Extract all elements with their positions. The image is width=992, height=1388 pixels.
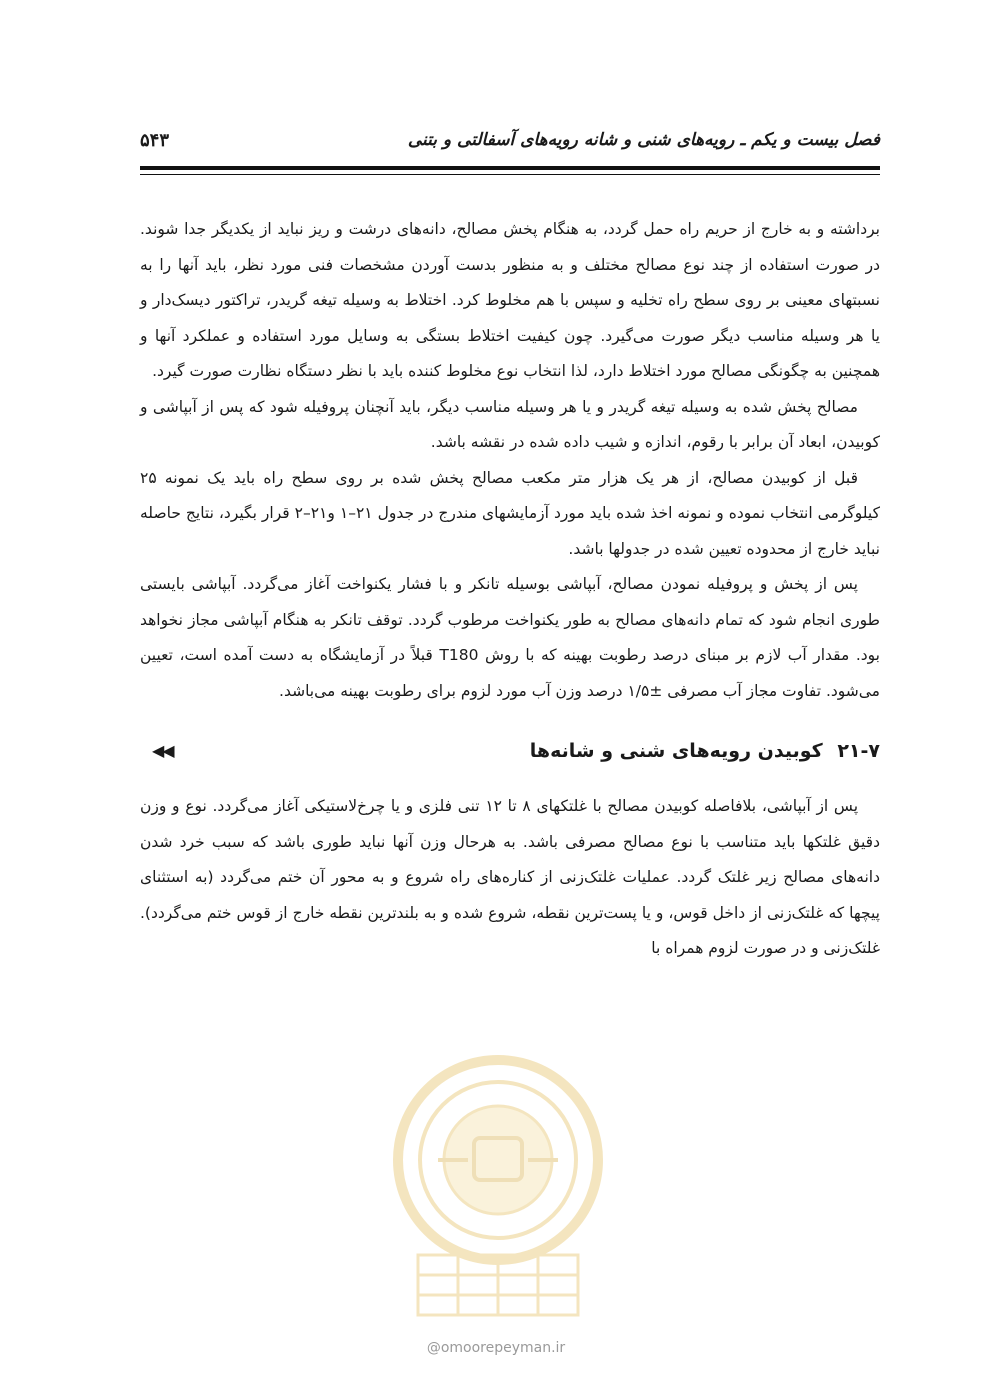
paragraph-1: برداشته و به خارج از حریم راه حمل گردد، به هنگام پخش مصالح، دانه‌های درشت و ریز نباید از یکدیگر جدا شوند. در صورت استفاده از چند نوع مصالح مختلف و به منظور بدست آوردن مشخصات فنی مورد نظر، باید آنها را به نسبتهای معینی بر روی سطح راه تخلیه و سپس با هم مخلوط کرد. اختلاط به وسیله تیغه گریدر، تراکتور دیسک‌دار و یا هر وسیله مناسب دیگر صورت می‌گیرد. چون کیفیت اختلاط بستگی به وسایل مورد استفاده و عملکرد آنها و همچنین به چگونگی مصالح مورد اختلاط دارد، لذا انتخاب نوع مخلوط کننده باید با نظر دستگاه نظارت صورت گیرد. — [140, 220, 880, 380]
watermark-seal-icon — [378, 1040, 618, 1330]
watermark-text: @omoorepeyman.ir — [426, 1340, 566, 1356]
header-rule-thick — [140, 166, 880, 170]
section-heading — [140, 731, 880, 771]
paragraph-4: پس از پخش و پروفیله نمودن مصالح، آبپاشی بوسیله تانکر و با فشار یکنواخت آغاز می‌گردد. آبپاشی بایستی طوری انجام شود که تمام دانه‌های مصالح به طور یکنواخت مرطوب گردد. توقف تانکر به هنگام آبپاشی مجاز نخواهد بود. مقدار آب لازم بر مبنای درصد رطوبت بهینه که با روش T180 قبلاً در آزمایشگاه به دست آمده است، تعیین می‌شود. تفاوت مجاز آب مصرفی ±۱/۵ درصد وزن آب مورد لزوم برای رطوبت بهینه می‌باشد. — [140, 575, 880, 700]
running-header — [140, 128, 880, 158]
chapter-title: فصل بیست و یکم ـ رویه‌های شنی و شانه رویه‌های آسفالتی و بتنی — [407, 130, 880, 150]
header-rule-thin — [140, 174, 880, 175]
page-number: ۵۴۳ — [140, 130, 170, 151]
paragraph-5: پس از آبپاشی، بلافاصله کوبیدن مصالح با غلتکهای ۸ تا ۱۲ تنی فلزی و یا چرخ‌لاستیکی آغاز می‌گردد. نوع و وزن دقیق غلتکها باید متناسب با نوع مصالح مصرفی باشد. به هرحال وزن آنها نباید طوری باشد که سبب خرد شدن دانه‌های مصالح زیر غلتک گردد. عملیات غلتک‌زنی از کناره‌های راه شروع و به محور آن ختم می‌گردد (به استثنای پیچها که غلتک‌زنی از داخل قوس، و یا پست‌ترین نقطه، شروع شده و به بلندترین نقطه خارج از قوس ختم می‌گردد). غلتک‌زنی و در صورت لزوم همراه با — [140, 797, 880, 957]
section-number: ۲۱-۷ — [837, 740, 880, 762]
section-title-text: کوبیدن رویه‌های شنی و شانه‌ها — [529, 740, 823, 762]
paragraph-2: مصالح پخش شده به وسیله تیغه گریدر و یا هر وسیله مناسب دیگر، باید آنچنان پروفیله شود که پس از آبپاشی و کوبیدن، ابعاد آن برابر با رقوم، اندازه و شیب داده شده در نقشه باشد. — [140, 397, 880, 451]
body-text — [140, 212, 880, 967]
section-marker-icon: ◀◀ — [152, 741, 173, 760]
paragraph-3: قبل از کوبیدن مصالح، از هر یک هزار متر مکعب مصالح پخش شده بر روی سطح راه باید یک نمونه ۲۵ کیلوگرمی انتخاب نموده و نمونه اخذ شده باید مورد آزمایشهای مندرج در جدول ۲۱–۱ و۲۱–۲ قرار بگیرد، نتایج حاصله نباید خارج از محدوده تعیین شده در جدولها باشد. — [140, 468, 880, 558]
